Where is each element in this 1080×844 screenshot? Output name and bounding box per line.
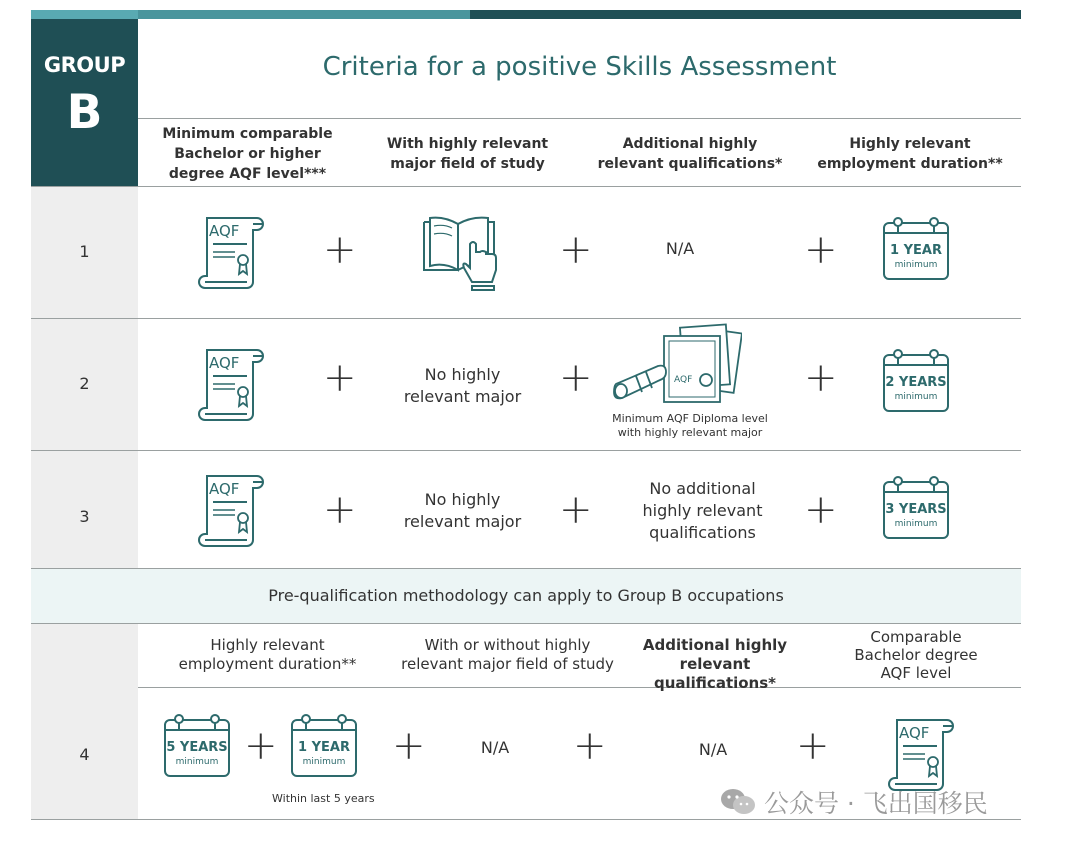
divider	[31, 186, 1021, 187]
diploma-icon: AQF	[612, 322, 742, 410]
plus-icon: +	[559, 227, 593, 273]
row-number: 2	[79, 374, 90, 393]
additional-value: N/A	[698, 740, 728, 759]
divider	[31, 318, 1021, 319]
major-value: No highly relevant major	[403, 365, 522, 406]
header-additional: Additional highly relevant qualifications*	[597, 136, 783, 172]
book-hand-icon	[420, 212, 502, 292]
diploma-caption: Minimum AQF Diploma level with highly relevant major	[612, 412, 768, 439]
group-word: GROUP	[43, 53, 126, 77]
row-number-column-2	[31, 623, 138, 819]
page-title: Criteria for a positive Skills Assessment	[322, 52, 837, 82]
header2-additional: Additional highly relevant qualifications*	[642, 636, 788, 692]
watermark: 公众号 · 飞出国移民	[720, 784, 1050, 823]
major-value: N/A	[480, 738, 510, 757]
calendar-icon: 1 YEAR minimum	[289, 710, 359, 780]
divider	[138, 687, 1021, 688]
header-major: With highly relevant major field of study	[386, 136, 549, 172]
plus-icon: +	[323, 487, 357, 533]
aqf-certificate-icon: AQF	[195, 470, 275, 550]
aqf-certificate-icon: AQF	[195, 212, 275, 292]
group-letter: B	[66, 85, 103, 140]
divider	[138, 118, 1021, 119]
plus-icon: +	[323, 227, 357, 273]
aqf-certificate-icon: AQF	[195, 344, 275, 424]
plus-icon: +	[804, 355, 838, 401]
prequal-band-text: Pre-qualification methodology can apply to Group B occupations	[268, 586, 784, 605]
header-aqf-level: Minimum comparable Bachelor or higher degree AQF level***	[162, 126, 333, 182]
plus-icon: +	[323, 355, 357, 401]
group-badge	[31, 19, 138, 186]
plus-icon: +	[573, 723, 607, 769]
plus-icon: +	[804, 487, 838, 533]
header-employment: Highly relevant employment duration**	[817, 136, 1003, 172]
calendar-icon: 5 YEARS minimum	[162, 710, 232, 780]
top-bar-dark	[470, 10, 1021, 19]
divider	[31, 450, 1021, 451]
plus-icon: +	[804, 227, 838, 273]
calendar-icon: 2 YEARS minimum	[881, 345, 951, 415]
divider	[31, 623, 1021, 624]
plus-icon: +	[559, 355, 593, 401]
within-caption: Within last 5 years	[272, 792, 375, 805]
calendar-icon: 3 YEARS minimum	[881, 472, 951, 542]
plus-icon: +	[392, 723, 426, 769]
header2-major: With or without highly relevant major field of study	[401, 636, 614, 673]
additional-value: N/A	[665, 239, 695, 258]
row-number: 3	[79, 507, 90, 526]
aqf-certificate-icon: AQF	[885, 714, 965, 794]
calendar-icon: 1 YEAR minimum	[881, 213, 951, 283]
header2-employment: Highly relevant employment duration**	[178, 636, 357, 673]
major-value: No highly relevant major	[403, 490, 522, 531]
row-number: 1	[79, 242, 90, 261]
plus-icon: +	[559, 487, 593, 533]
header2-bachelor: Comparable Bachelor degree AQF level	[854, 628, 978, 682]
plus-icon: +	[796, 723, 830, 769]
wechat-icon	[720, 787, 756, 823]
additional-value: No additional highly relevant qualifications	[642, 479, 763, 542]
row-number: 4	[79, 745, 90, 764]
plus-icon: +	[244, 723, 278, 769]
top-bar-light	[31, 10, 138, 19]
top-bar-mid	[138, 10, 470, 19]
